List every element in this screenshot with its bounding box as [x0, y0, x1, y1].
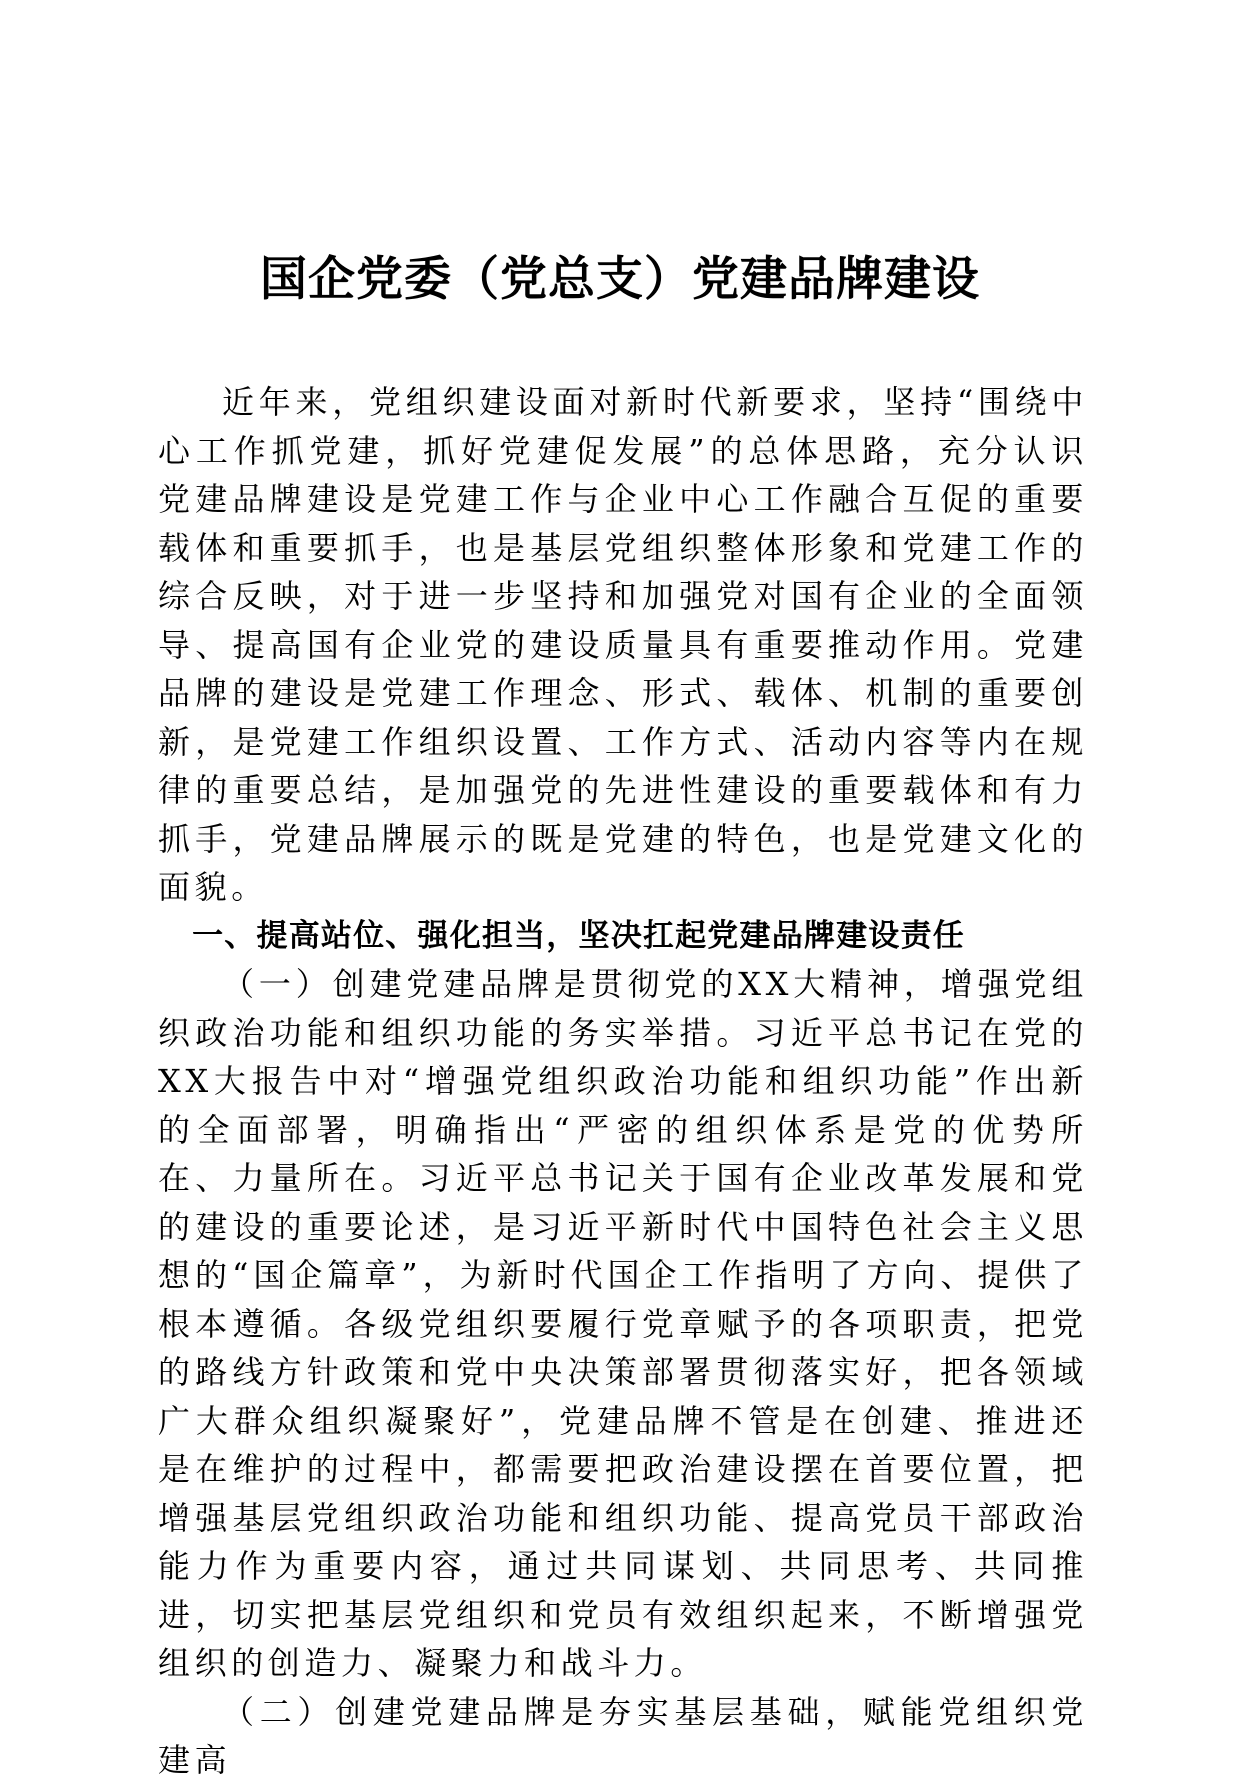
section-paragraph-2: （二）创建党建品牌是夯实基层基础，赋能党组织党建高 — [158, 1692, 1088, 1779]
document-title: 国企党委（党总支）党建品牌建设 — [260, 252, 980, 307]
document-body — [158, 378, 1088, 1785]
section-paragraph-1: （一）创建党建品牌是贯彻党的XX大精神，增强党组织政治功能和组织功能的务实举措。习近平总书记在党的XX大报告中对“增强党组织政治功能和组织功能”作出新的全面部署，明确指出“严密的组织体系是党的优势所在、力量所在。习近平总书记关于国有企业改革发展和党的建设的重要论述，是习近平新时代中国特色社会主义思想的“国企篇章”，为新时代国企工作指明了方向、提供了根本遵循。各级党组织要履行党章赋予的各项职责，把党的路线方针政策和党中央决策部署贯彻落实好，把各领域广大群众组织凝聚好”，党建品牌不管是在创建、推进还是在维护的过程中，都需要把政治建设摆在首要位置，把增强基层党组织政治功能和组织功能、提高党员干部政治能力作为重要内容，通过共同谋划、共同思考、共同推进，切实把基层党组织和党员有效组织起来，不断增强党组织的创造力、凝聚力和战斗力。 — [158, 965, 1088, 1682]
section-heading: 一、提高站位、强化担当，坚决扛起党建品牌建设责任 — [192, 917, 965, 954]
intro-paragraph: 近年来，党组织建设面对新时代新要求，坚持“围绕中心工作抓党建，抓好党建促发展”的总体思路，充分认识党建品牌建设是党建工作与企业中心工作融合互促的重要载体和重要抓手，也是基层党组织整体形象和党建工作的综合反映，对于进一步坚持和加强党对国有企业的全面领导、提高国有企业党的建设质量具有重要推动作用。党建品牌的建设是党建工作理念、形式、载体、机制的重要创新，是党建工作组织设置、工作方式、活动内容等内在规律的重要总结，是加强党的先进性建设的重要载体和有力抓手，党建品牌展示的既是党建的特色，也是党建文化的面貌。 — [158, 383, 1088, 906]
